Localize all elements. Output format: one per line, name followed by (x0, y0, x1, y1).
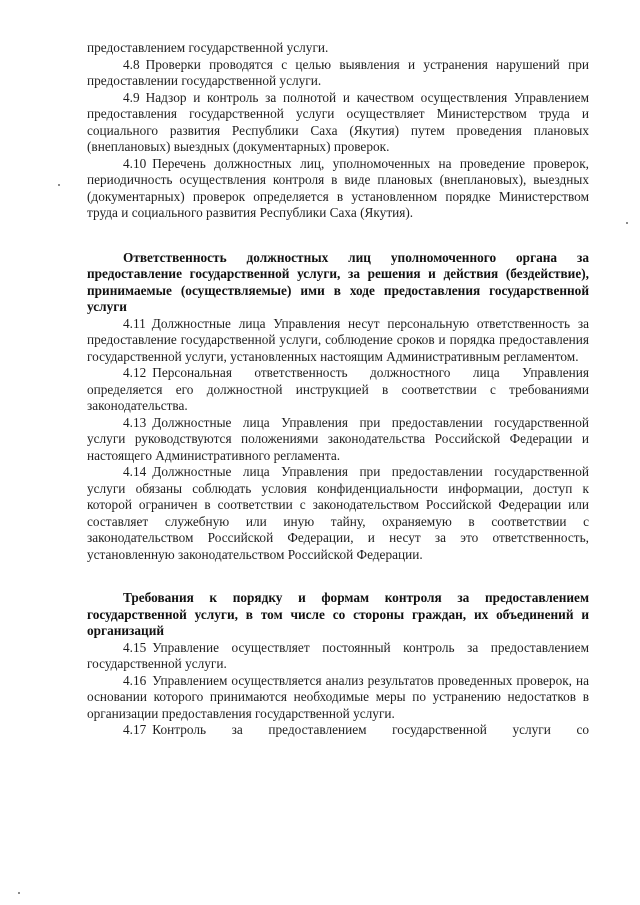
section-heading-responsibility: Ответственность должностных лиц уполномоченного органа за предоставление государственной услуги, за решения и действия (бездействие), принимаемые (осуществляемые) ими в ходе предоставления государственной услуги (87, 249, 589, 314)
document-page (87, 40, 589, 739)
paragraph-4-13 (87, 415, 589, 465)
paragraph-number: 4.13 (123, 414, 147, 430)
intro-line: предоставлением государственной услуги. (87, 40, 329, 55)
paragraph-text: Персональная ответственность должностного лица Управления определяется его должностной инструкцией в соответствии с требованиями законодательства. (87, 365, 589, 413)
paragraph-4-17 (87, 722, 589, 739)
paragraph-number: 4.8 (123, 56, 140, 72)
paragraph-number: 4.9 (123, 89, 140, 105)
paragraph-number: 4.12 (123, 365, 147, 380)
scan-speck (18, 892, 20, 894)
paragraph-4-15 (87, 640, 589, 673)
paragraph-text: Проверки проводятся с целью выявления и устранения нарушений при предоставлении государственной услуги. (87, 56, 589, 88)
scan-speck (626, 222, 628, 224)
section-heading-control-requirements: Требования к порядку и формам контроля за предоставлением государственной услуги, в том числе со стороны граждан, их объединений и организаций (87, 590, 589, 638)
paragraph-text: Управление осуществляет постоянный контроль за предоставлением государственной услуги. (87, 639, 589, 671)
paragraph-text: Должностные лица Управления несут персональную ответственность за предоставление государственной услуги, соблюдение сроков и порядка предоставления государственной услуги, установленных настоящим Административным регламентом. (87, 315, 589, 364)
paragraph-text: Надзор и контроль за полнотой и качеством осуществления Управлением предоставления государственной услуги осуществляет Министерством труда и социального развития Республики Саха (Якутия) путем проведения плановых (внеплановых) выездных (документарных) проверок. (87, 89, 589, 154)
paragraph-4-12 (87, 365, 589, 415)
paragraph-number: 4.14 (123, 464, 147, 479)
scan-speck (58, 184, 60, 186)
paragraph-number: 4.11 (123, 315, 146, 331)
paragraph-number: 4.10 (123, 155, 147, 171)
paragraph-number: 4.15 (123, 639, 147, 655)
paragraph-4-11 (87, 316, 589, 366)
paragraph-text: Контроль за предоставлением государственной услуги со (152, 722, 589, 737)
paragraph-text: Должностные лица Управления при предоставлении государственной услуги обязаны соблюдать условия конфиденциальности информации, доступ к которой ограничен в соответствии с законодательством Российской Федерации или составляет служебную или иную тайну, охраняемую в соответствии с законодательством Российской Федерации, и несут за это ответственность, установленную законодательством Российской Федерации. (87, 464, 589, 562)
paragraph-text: Управлением осуществляется анализ результатов проведенных проверок, на основании которого принимаются необходимые меры по устранению недостатков в организации предоставления государственной услуги. (87, 672, 589, 721)
paragraph-4-16 (87, 673, 589, 723)
paragraph-text: Перечень должностных лиц, уполномоченных на проведение проверок, периодичность осуществления контроля в виде плановых (внеплановых), выездных (документарных) проверок определяется в установленном порядке Министерством труда и социального развития Республики Саха (Якутия). (87, 155, 589, 220)
paragraph-number: 4.16 (123, 672, 147, 688)
paragraph-4-10 (87, 156, 589, 222)
paragraph-4-9 (87, 90, 589, 156)
paragraph-number: 4.17 (123, 722, 147, 737)
paragraph-4-8 (87, 57, 589, 90)
paragraph-4-14 (87, 464, 589, 563)
paragraph-text: Должностные лица Управления при предоставлении государственной услуги руководствуются положениями законодательства Российской Федерации и настоящего Административного регламента. (87, 414, 589, 463)
